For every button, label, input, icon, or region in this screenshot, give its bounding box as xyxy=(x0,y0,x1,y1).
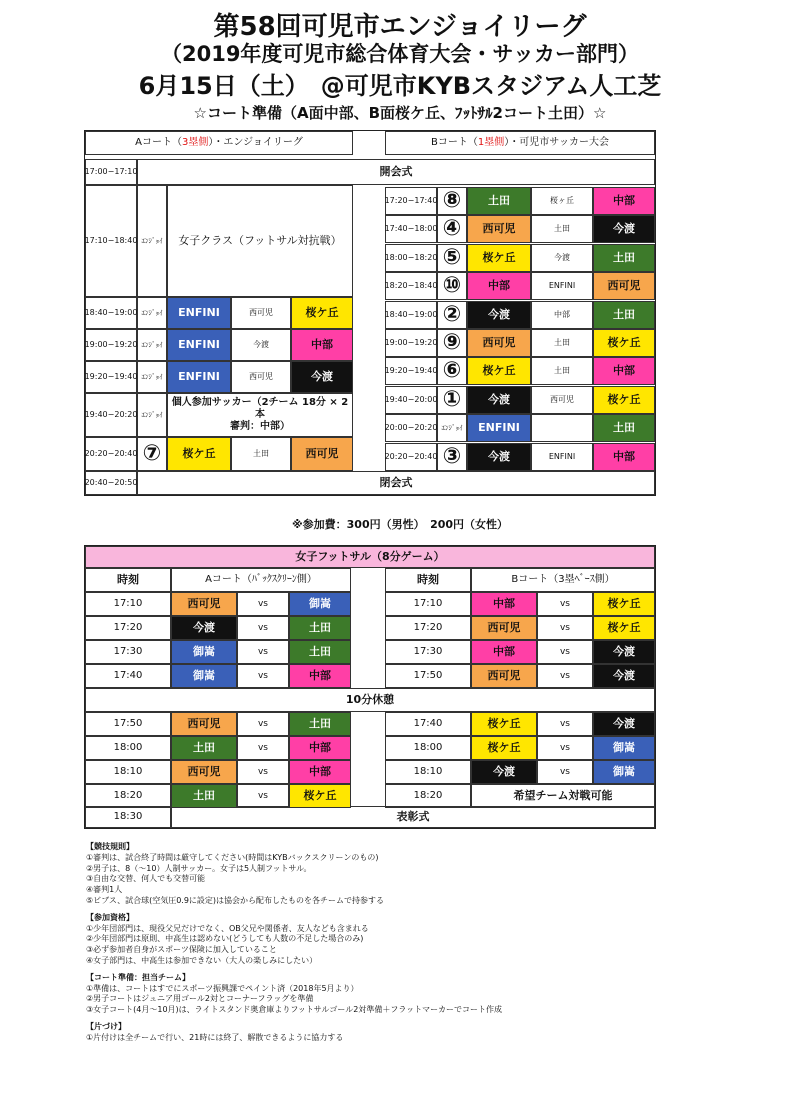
b-row-referee: 土田 xyxy=(531,329,593,357)
futsal-a-vs: vs xyxy=(237,712,289,736)
futsal-b-team1: 西可児 xyxy=(471,664,537,688)
notes-heading: 【競技規則】 xyxy=(86,842,134,851)
b-row-away-team: 中部 xyxy=(593,443,655,471)
b-court-header-pre: Bコート（ xyxy=(430,137,478,148)
futsal-b-team1: 桜ケ丘 xyxy=(471,712,537,736)
b-row-home-team: 桜ケ丘 xyxy=(467,244,531,272)
b-row-time: 18:20−18:40 xyxy=(385,272,437,300)
a-row-time: 18:40−19:00 xyxy=(85,297,137,329)
futsal-b-vs: vs xyxy=(537,712,593,736)
awards-ceremony: 表彰式 xyxy=(171,806,655,828)
b-row-home-team: 西可児 xyxy=(467,329,531,357)
b-row-referee xyxy=(531,414,593,442)
b-row-home-team: 桜ケ丘 xyxy=(467,357,531,385)
schedule-table xyxy=(84,130,656,496)
futsal-a-time: 18:20 xyxy=(85,784,171,808)
futsal-b-team2: 今渡 xyxy=(593,712,655,736)
futsal-table xyxy=(84,545,656,829)
notes-heading: 【コート準備：担当チーム】 xyxy=(86,972,190,982)
a-row-home-team: ENFINI xyxy=(167,329,231,361)
futsal-b-team2: 今渡 xyxy=(593,640,655,664)
b-row-game-number: ② xyxy=(437,301,467,329)
a-row-womens-class: 女子クラス（フットサル対抗戦） xyxy=(167,185,353,297)
b-row-time: 19:20−19:40 xyxy=(385,357,437,385)
a-court-header-side: 3塁側 xyxy=(181,137,209,148)
futsal-b-team1: 中部 xyxy=(471,640,537,664)
b-row-referee: 今渡 xyxy=(531,244,593,272)
futsal-a-vs: vs xyxy=(237,784,289,808)
b-row-home-team: ENFINI xyxy=(467,414,531,442)
b-row-home-team: 今渡 xyxy=(467,301,531,329)
a-time-header: 時刻 xyxy=(85,568,171,592)
futsal-b-vs: vs xyxy=(537,760,593,784)
notes-heading: 【参加資格】 xyxy=(86,912,134,922)
a-row-individual-soccer xyxy=(167,393,353,437)
a-row-referee: 今渡 xyxy=(231,329,291,361)
futsal-a-team1: 土田 xyxy=(171,784,237,808)
b-row-home-team: 今渡 xyxy=(467,386,531,414)
b-row-time: 20:20−20:40 xyxy=(385,443,437,471)
futsal-a-team2: 土田 xyxy=(289,616,351,640)
futsal-title: 女子フットサル（8分ゲーム） xyxy=(85,546,655,568)
a-row-referee: 土田 xyxy=(231,437,291,471)
notes-heading: 【片づけ】 xyxy=(86,1021,126,1031)
futsal-a-time: 17:10 xyxy=(85,592,171,616)
futsal-a-time: 17:50 xyxy=(85,712,171,736)
notes-line: ④女子部門は、中高生は参加できない（大人の楽しみにしたい） xyxy=(86,955,318,965)
b-row-game-number: ⑩ xyxy=(437,272,467,300)
b-row-referee: 中部 xyxy=(531,301,593,329)
notes-line: ①準備は、コートはすでにスポーツ振興課でペイント済（2018年5月より） xyxy=(86,983,359,993)
b-court-header-side: 1塁側 xyxy=(477,137,505,148)
notes-line: ③女子コート(4月〜10月)は、ライトスタンド奥倉庫よりフットサルゴール2対準備＋フラットマーカーでコート作成 xyxy=(86,1005,503,1015)
futsal-b-team2: 桜ケ丘 xyxy=(593,592,655,616)
b-row-referee: ENFINI xyxy=(531,272,593,300)
futsal-a-time: 17:40 xyxy=(85,664,171,688)
notes-line: ①片付けは全チームで行い、21時には終了、解散できるように協力する xyxy=(86,1032,344,1042)
futsal-a-time: 17:20 xyxy=(85,616,171,640)
b-row-time: 20:00−20:20 xyxy=(385,414,437,442)
futsal-a-time: 18:10 xyxy=(85,760,171,784)
futsal-b-team1: 西可児 xyxy=(471,616,537,640)
a-row-game-number: ⑦ xyxy=(137,437,167,471)
a-row-away-team: 中部 xyxy=(291,329,353,361)
b-row-away-team: 中部 xyxy=(593,187,655,215)
b-row-away-team: 今渡 xyxy=(593,215,655,243)
b-row-game-number: ⑥ xyxy=(437,357,467,385)
futsal-a-vs: vs xyxy=(237,616,289,640)
futsal-a-team2: 土田 xyxy=(289,712,351,736)
b-row-referee: ENFINI xyxy=(531,443,593,471)
b-row-game-number: ⑧ xyxy=(437,187,467,215)
opening-time: 17:00−17:10 xyxy=(85,159,137,185)
notes-line: ③自由な交替、何人でも交替可能 xyxy=(86,874,206,884)
a-row-enjoy: ｴﾝｼﾞｮｲ xyxy=(137,185,167,297)
b-row-game-number: ⑤ xyxy=(437,244,467,272)
b-row-time: 18:00−18:20 xyxy=(385,244,437,272)
futsal-b-vs: vs xyxy=(537,736,593,760)
futsal-a-team1: 西可児 xyxy=(171,712,237,736)
futsal-b-team2: 御嵩 xyxy=(593,736,655,760)
ceremony-time: 18:30 xyxy=(85,806,171,828)
a-row-time: 20:20−20:40 xyxy=(85,437,137,471)
futsal-a-team2: 土田 xyxy=(289,640,351,664)
futsal-b-time: 18:00 xyxy=(385,736,471,760)
futsal-a-team1: 西可児 xyxy=(171,760,237,784)
b-row-game-number: ④ xyxy=(437,215,467,243)
futsal-b-team1: 桜ケ丘 xyxy=(471,736,537,760)
b-court-header-post: ）・可児市サッカー大会 xyxy=(504,137,610,148)
a-row-referee: 西可児 xyxy=(231,361,291,393)
participation-fee: ※参加費：300円（男性） 200円（女性） xyxy=(291,518,509,531)
futsal-a-team2: 中部 xyxy=(289,664,351,688)
futsal-b-team2: 桜ケ丘 xyxy=(593,616,655,640)
futsal-b-team2: 今渡 xyxy=(593,664,655,688)
notes-line: ②男子コートはジュニア用ゴール2対とコーナーフラッグを準備 xyxy=(86,994,314,1004)
a-row-enjoy: ｴﾝｼﾞｮｲ xyxy=(137,393,167,437)
futsal-a-team2: 中部 xyxy=(289,736,351,760)
b-row-home-team: 今渡 xyxy=(467,443,531,471)
futsal-b-team1: 中部 xyxy=(471,592,537,616)
futsal-b-time: 17:50 xyxy=(385,664,471,688)
a-court-header xyxy=(85,131,353,155)
b-row-referee: 桜ヶ丘 xyxy=(531,187,593,215)
futsal-b-team1: 今渡 xyxy=(471,760,537,784)
futsal-b-vs: vs xyxy=(537,664,593,688)
futsal-b-vs: vs xyxy=(537,592,593,616)
futsal-b-time: 17:20 xyxy=(385,616,471,640)
b-time-header: 時刻 xyxy=(385,568,471,592)
b-row-home-team: 西可児 xyxy=(467,215,531,243)
notes-line: ②男子は、8（〜10）人制サッカー。女子は5人制フットサル。 xyxy=(86,863,312,873)
notes-line: ②少年団部門は原則、中高生は認めない(どうしても人数の不足した場合のみ) xyxy=(86,934,364,944)
a-row-enjoy: ｴﾝｼﾞｮｲ xyxy=(137,361,167,393)
date-venue: 6月15日（土） @可児市KYBスタジアム人工芝 xyxy=(138,72,662,100)
b-row-referee: 土田 xyxy=(531,357,593,385)
b-row-time: 18:40−19:00 xyxy=(385,301,437,329)
a-row-referee: 西可児 xyxy=(231,297,291,329)
individual-soccer-line2: 審判：中部） xyxy=(230,421,290,432)
a-court-header-pre: Aコート（ xyxy=(135,137,182,148)
b-row-time: 17:20−17:40 xyxy=(385,187,437,215)
a-row-away-team: 今渡 xyxy=(291,361,353,393)
a-row-home-team: ENFINI xyxy=(167,361,231,393)
futsal-a-team1: 西可児 xyxy=(171,592,237,616)
a-row-time: 19:40−20:20 xyxy=(85,393,137,437)
notes-line: ④審判1人 xyxy=(86,885,123,895)
futsal-a-team1: 御嵩 xyxy=(171,664,237,688)
b-row-away-team: 土田 xyxy=(593,244,655,272)
b-row-referee: 西可児 xyxy=(531,386,593,414)
break-row: 10分休憩 xyxy=(85,688,655,712)
b-row-away-team: 中部 xyxy=(593,357,655,385)
futsal-a-team2: 桜ケ丘 xyxy=(289,784,351,808)
futsal-b-time: 18:10 xyxy=(385,760,471,784)
futsal-a-team1: 土田 xyxy=(171,736,237,760)
closing-ceremony: 閉会式 xyxy=(137,471,655,495)
a-row-away-team: 西可児 xyxy=(291,437,353,471)
futsal-a-vs: vs xyxy=(237,640,289,664)
notes-line: ⑤ビブス、試合球(空気圧0.9に設定)は協会から配布したものを各チームで持参する xyxy=(86,895,385,905)
b-row-away-team: 土田 xyxy=(593,301,655,329)
futsal-a-vs: vs xyxy=(237,760,289,784)
futsal-a-vs: vs xyxy=(237,664,289,688)
a-row-home-team: 桜ケ丘 xyxy=(167,437,231,471)
futsal-b-wish: 希望チーム対戦可能 xyxy=(471,784,655,808)
futsal-b-time: 18:20 xyxy=(385,784,471,808)
b-row-time: 19:40−20:00 xyxy=(385,386,437,414)
a-row-away-team: 桜ケ丘 xyxy=(291,297,353,329)
notes-line: ③必ず参加者自身がスポーツ保険に加入していること xyxy=(86,945,277,955)
page-subtitle: （2019年度可児市総合体育大会・サッカー部門） xyxy=(160,42,640,66)
futsal-a-time: 18:00 xyxy=(85,736,171,760)
opening-ceremony: 開会式 xyxy=(137,159,655,185)
futsal-a-team2: 中部 xyxy=(289,760,351,784)
b-row-home-team: 土田 xyxy=(467,187,531,215)
futsal-a-court-header: Aコート（ﾊﾞｯｸｽｸﾘｰﾝ側） xyxy=(171,568,351,592)
b-row-time: 17:40−18:00 xyxy=(385,215,437,243)
b-row-game-number: ③ xyxy=(437,443,467,471)
futsal-b-vs: vs xyxy=(537,616,593,640)
b-court-header xyxy=(385,131,655,155)
b-row-game-number: ｴﾝｼﾞｮｲ xyxy=(437,414,467,442)
futsal-b-time: 17:10 xyxy=(385,592,471,616)
b-row-game-number: ① xyxy=(437,386,467,414)
futsal-a-team2: 御嵩 xyxy=(289,592,351,616)
a-row-enjoy: ｴﾝｼﾞｮｲ xyxy=(137,329,167,361)
b-row-game-number: ⑨ xyxy=(437,329,467,357)
b-row-away-team: 桜ケ丘 xyxy=(593,386,655,414)
b-row-home-team: 中部 xyxy=(467,272,531,300)
page-title: 第58回可児市エンジョイリーグ xyxy=(213,12,587,42)
b-row-away-team: 西可児 xyxy=(593,272,655,300)
a-row-time: 17:10−18:40 xyxy=(85,185,137,297)
a-row-enjoy: ｴﾝｼﾞｮｲ xyxy=(137,297,167,329)
futsal-b-team2: 御嵩 xyxy=(593,760,655,784)
court-prep-note: ☆コート準備（A面中部、B面桜ケ丘、ﾌｯﾄｻﾙ2コート土田）☆ xyxy=(193,104,607,122)
b-row-away-team: 桜ケ丘 xyxy=(593,329,655,357)
a-row-time: 19:20−19:40 xyxy=(85,361,137,393)
notes-line: ①審判は、試合終了時間は厳守してください(時間はKYBバックスクリーンのもの) xyxy=(86,852,379,862)
b-row-referee: 土田 xyxy=(531,215,593,243)
futsal-a-vs: vs xyxy=(237,592,289,616)
b-row-time: 19:00−19:20 xyxy=(385,329,437,357)
futsal-b-time: 17:40 xyxy=(385,712,471,736)
futsal-b-court-header: Bコート（3塁ﾍﾞｰｽ側） xyxy=(471,568,655,592)
futsal-b-time: 17:30 xyxy=(385,640,471,664)
closing-time: 20:40−20:50 xyxy=(85,471,137,495)
notes-line: ①少年団部門は、現役父兄だけでなく、OB父兄や関係者、友人なども含まれる xyxy=(86,923,369,933)
a-court-header-post: ）・エンジョイリーグ xyxy=(208,137,303,148)
b-row-away-team: 土田 xyxy=(593,414,655,442)
individual-soccer-line1: 個人参加サッカー（2チーム 18分 × 2本 xyxy=(171,397,349,420)
rules-notes xyxy=(86,842,726,1044)
a-row-home-team: ENFINI xyxy=(167,297,231,329)
futsal-b-vs: vs xyxy=(537,640,593,664)
futsal-a-time: 17:30 xyxy=(85,640,171,664)
futsal-a-team1: 御嵩 xyxy=(171,640,237,664)
futsal-a-team1: 今渡 xyxy=(171,616,237,640)
futsal-a-vs: vs xyxy=(237,736,289,760)
a-row-time: 19:00−19:20 xyxy=(85,329,137,361)
